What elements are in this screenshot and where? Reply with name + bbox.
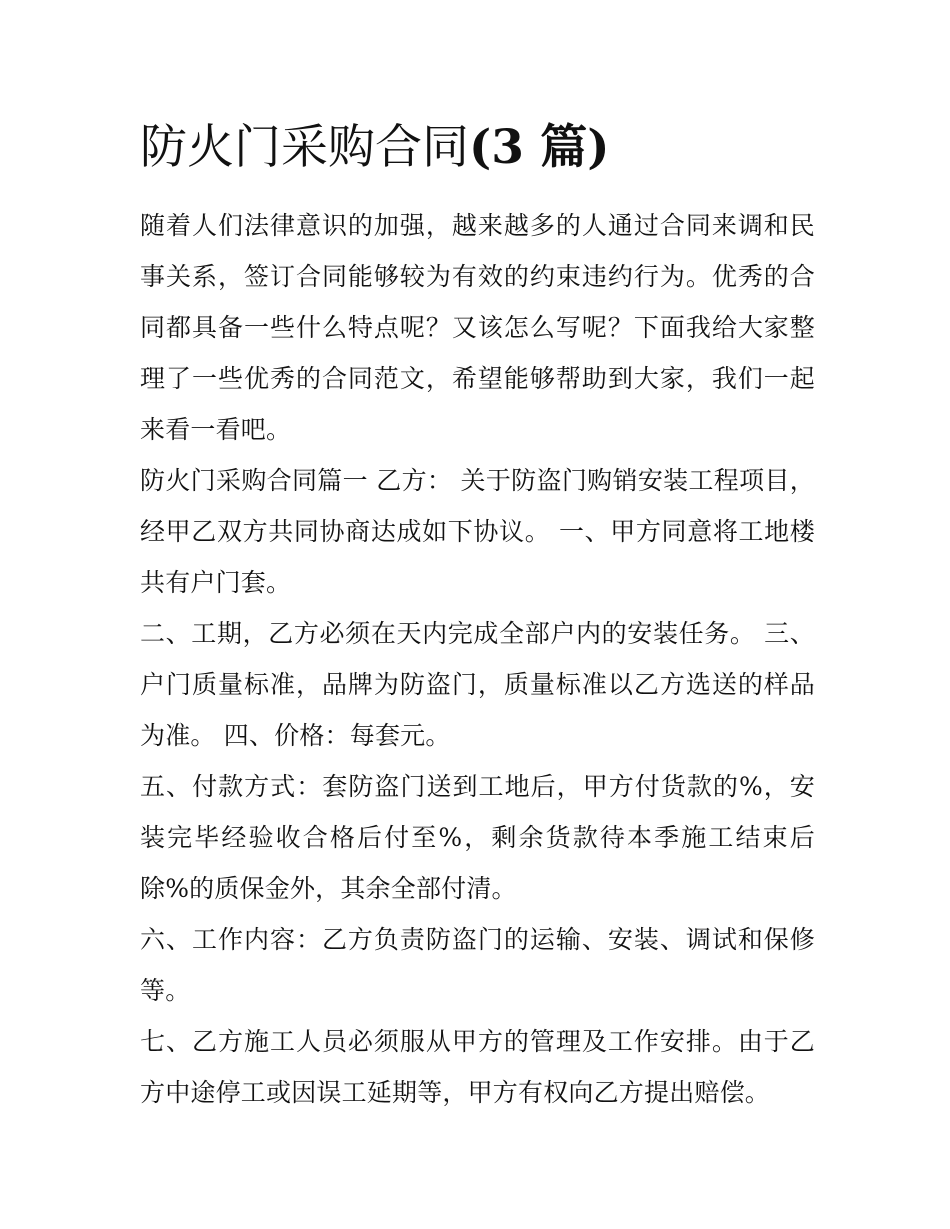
document-title xyxy=(140,116,815,180)
title-text: 防火门采购合同 xyxy=(140,120,469,175)
contract-paragraph-2: 二、工期，乙方必须在天内完成全部户内的安装任务。 三、户门质量标准，品牌为防盗门，质量标准以乙方选送的样品为准。 四、价格：每套元。 xyxy=(140,619,815,750)
contract-paragraph-3: 五、付款方式：套防盗门送到工地后，甲方付货款的%，安装完毕经验收合格后付至%，剩余货款待本季施工结束后除%的质保金外，其余全部付清。 xyxy=(140,772,815,903)
document-page xyxy=(140,116,815,1118)
intro-paragraph: 随着人们法律意识的加强，越来越多的人通过合同来调和民事关系，签订合同能够较为有效的约束违约行为。优秀的合同都具备一些什么特点呢？又该怎么写呢？下面我给大家整理了一些优秀的合同范文，希望能够帮助到大家，我们一起来看一看吧。 xyxy=(140,211,815,444)
contract-paragraph-5: 七、乙方施工人员必须服从甲方的管理及工作安排。由于乙方中途停工或因误工延期等，甲方有权向乙方提出赔偿。 xyxy=(140,1027,815,1107)
contract-paragraph-4: 六、工作内容：乙方负责防盗门的运输、安装、调试和保修等。 xyxy=(140,925,815,1005)
contract-paragraph-1: 防火门采购合同篇一 乙方： 关于防盗门购销安装工程项目，经甲乙双方共同协商达成如下协议。 一、甲方同意将工地楼共有户门套。 xyxy=(140,466,815,597)
title-count: (3 篇) xyxy=(469,120,610,175)
